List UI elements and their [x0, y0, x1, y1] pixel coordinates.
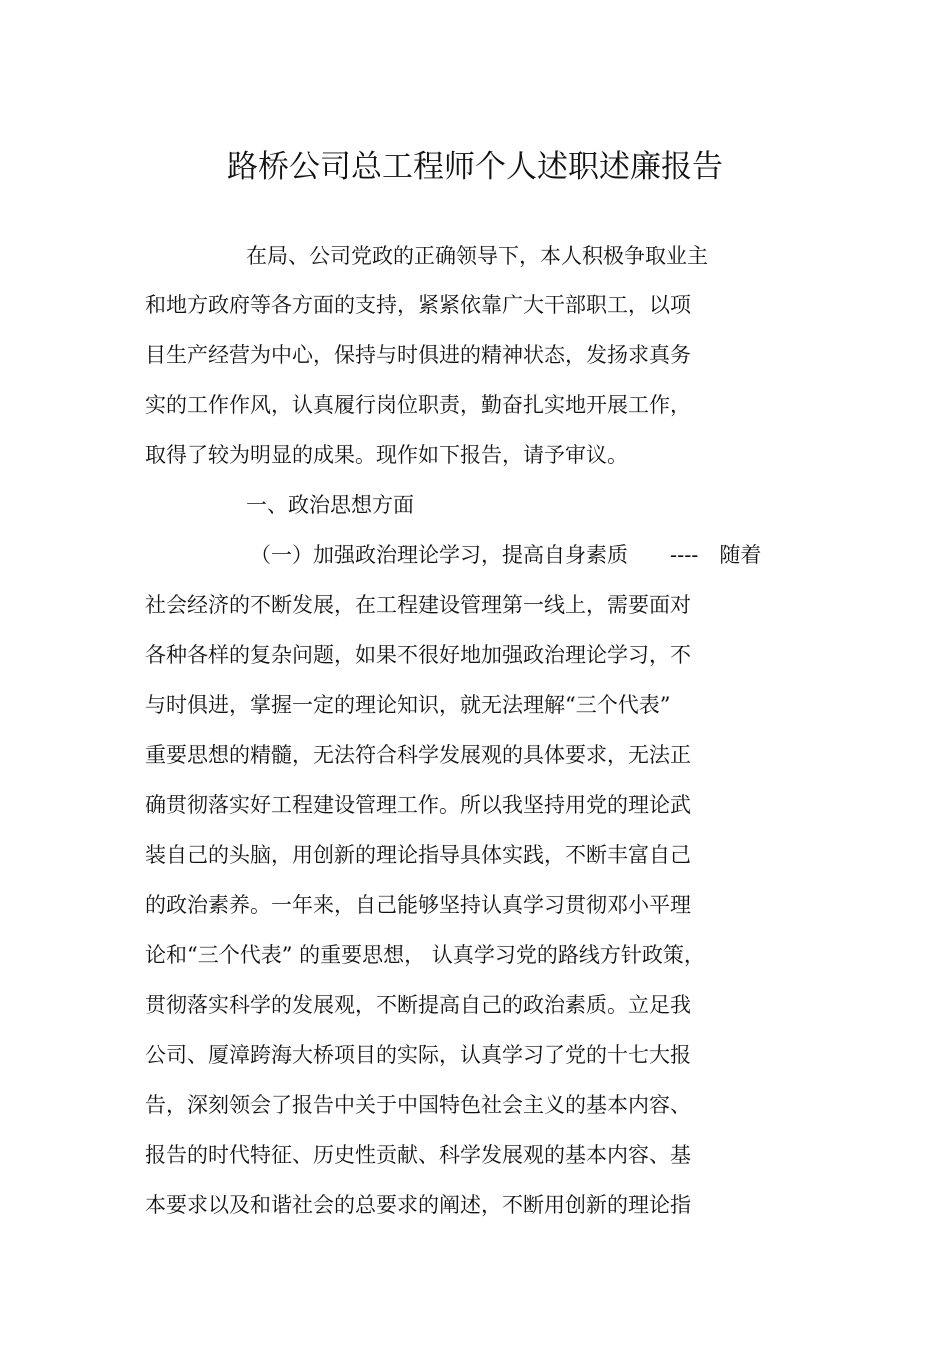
paragraph-line: 实的工作作风，认真履行岗位职责，勤奋扎实地开展工作， — [145, 393, 691, 417]
paragraph-line: 确贯彻落实好工程建设管理工作。所以我坚持用党的理论武 — [145, 793, 691, 817]
document-title: 路桥公司总工程师个人述职述廉报告 — [227, 148, 723, 185]
paragraph-line: 目生产经营为中心，保持与时俱进的精神状态，发扬求真务 — [145, 343, 691, 367]
paragraph-line: 重要思想的精髓，无法符合科学发展观的具体要求，无法正 — [145, 743, 691, 767]
paragraph-line: 告，深刻领会了报告中关于中国特色社会主义的基本内容、 — [145, 1093, 691, 1117]
paragraph-line: 在局、公司党政的正确领导下，本人积极争取业主 — [246, 244, 708, 268]
paragraph-line: 公司、厦漳跨海大桥项目的实际，认真学习了党的十七大报 — [145, 1043, 691, 1067]
paragraph-line: 本要求以及和谐社会的总要求的阐述，不断用创新的理论指 — [145, 1193, 691, 1217]
paragraph-line: 与时俱进，掌握一定的理论知识，就无法理解“三个代表” — [145, 693, 671, 717]
section-heading: 一、政治思想方面 — [246, 493, 414, 517]
subsection-heading-line: （一）加强政治理论学习，提高自身素质 ---- 随着 — [250, 543, 762, 567]
paragraph-line: 贯彻落实科学的发展观，不断提高自己的政治素质。立足我 — [145, 993, 691, 1017]
paragraph-line: 各种各样的复杂问题，如果不很好地加强政治理论学习，不 — [145, 643, 691, 667]
paragraph-line: 取得了较为明显的成果。现作如下报告，请予审议。 — [145, 443, 628, 467]
paragraph-line: 论和“三个代表” 的重要思想， 认真学习党的路线方针政策， — [145, 943, 705, 967]
paragraph-line: 装自己的头脑，用创新的理论指导具体实践，不断丰富自己 — [145, 843, 691, 867]
paragraph-line: 和地方政府等各方面的支持，紧紧依靠广大干部职工，以项 — [145, 293, 691, 317]
paragraph-line: 社会经济的不断发展，在工程建设管理第一线上，需要面对 — [145, 593, 691, 617]
paragraph-line: 报告的时代特征、历史性贡献、科学发展观的基本内容、基 — [145, 1143, 691, 1167]
paragraph-line: 的政治素养。一年来，自己能够坚持认真学习贯彻邓小平理 — [145, 893, 691, 917]
